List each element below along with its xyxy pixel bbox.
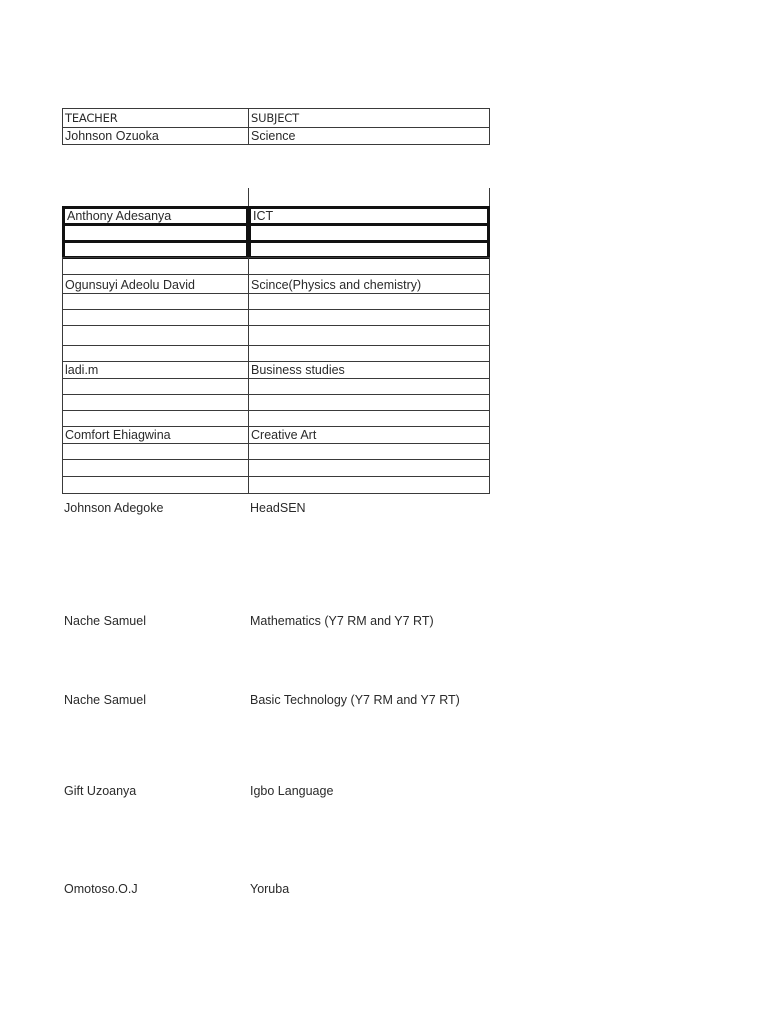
empty-cell[interactable] — [248, 476, 490, 494]
teacher-header-label: TEACHER — [65, 111, 118, 125]
empty-cell[interactable] — [62, 394, 249, 411]
subject-name: Igbo Language — [250, 784, 334, 798]
subject-cell[interactable] — [248, 361, 490, 379]
teacher-cell[interactable] — [62, 426, 249, 444]
subject-name: Scince(Physics and chemistry) — [251, 278, 422, 292]
subject-name: Basic Technology (Y7 RM and Y7 RT) — [250, 693, 460, 707]
subject-name: Creative Art — [251, 428, 317, 442]
empty-cell[interactable] — [248, 378, 490, 395]
teacher-name: Ogunsuyi Adeolu David — [65, 278, 195, 292]
teacher-name: Comfort Ehiagwina — [65, 428, 171, 442]
empty-cell[interactable] — [248, 410, 490, 427]
empty-cell[interactable] — [248, 309, 490, 326]
empty-cell[interactable] — [248, 257, 490, 275]
empty-cell[interactable] — [248, 394, 490, 411]
subject-name: Science — [251, 129, 296, 143]
teacher-cell[interactable] — [62, 274, 249, 294]
teacher-name: Omotoso.O.J — [64, 882, 138, 896]
empty-cell[interactable] — [248, 293, 490, 310]
empty-cell[interactable] — [248, 443, 490, 460]
subject-name: Yoruba — [250, 882, 290, 896]
teacher-cell[interactable] — [62, 361, 249, 379]
subject-cell[interactable] — [248, 127, 490, 145]
empty-cell[interactable] — [248, 459, 490, 477]
teacher-name: ladi.m — [65, 363, 99, 377]
empty-cell[interactable] — [62, 257, 249, 275]
subject-header-label: SUBJECT — [251, 111, 299, 125]
empty-cell[interactable] — [62, 345, 249, 362]
empty-cell[interactable] — [62, 443, 249, 460]
subject-name: Mathematics (Y7 RM and Y7 RT) — [250, 614, 434, 628]
grid-line — [489, 188, 490, 208]
grid-line — [248, 188, 249, 208]
empty-cell[interactable] — [248, 345, 490, 362]
teacher-name: Nache Samuel — [64, 693, 146, 707]
teacher-header-cell[interactable] — [62, 108, 249, 128]
subject-name: HeadSEN — [250, 501, 306, 515]
subject-cell[interactable] — [248, 426, 490, 444]
teacher-name: Johnson Ozuoka — [65, 129, 159, 143]
subject-cell[interactable] — [248, 274, 490, 294]
empty-cell[interactable] — [62, 293, 249, 310]
empty-cell[interactable] — [62, 378, 249, 395]
subject-name: Business studies — [251, 363, 345, 377]
empty-cell[interactable] — [62, 309, 249, 326]
teacher-name: Anthony Adesanya — [67, 209, 172, 223]
teacher-name: Johnson Adegoke — [64, 501, 164, 515]
empty-cell[interactable] — [62, 410, 249, 427]
empty-cell[interactable] — [62, 476, 249, 494]
teacher-name: Gift Uzoanya — [64, 784, 137, 798]
empty-cell[interactable] — [62, 459, 249, 477]
empty-cell[interactable] — [62, 325, 249, 346]
subject-name: ICT — [253, 209, 274, 223]
empty-cell[interactable] — [248, 325, 490, 346]
subject-header-cell[interactable] — [248, 108, 490, 128]
teacher-name: Nache Samuel — [64, 614, 146, 628]
teacher-cell[interactable] — [62, 127, 249, 145]
